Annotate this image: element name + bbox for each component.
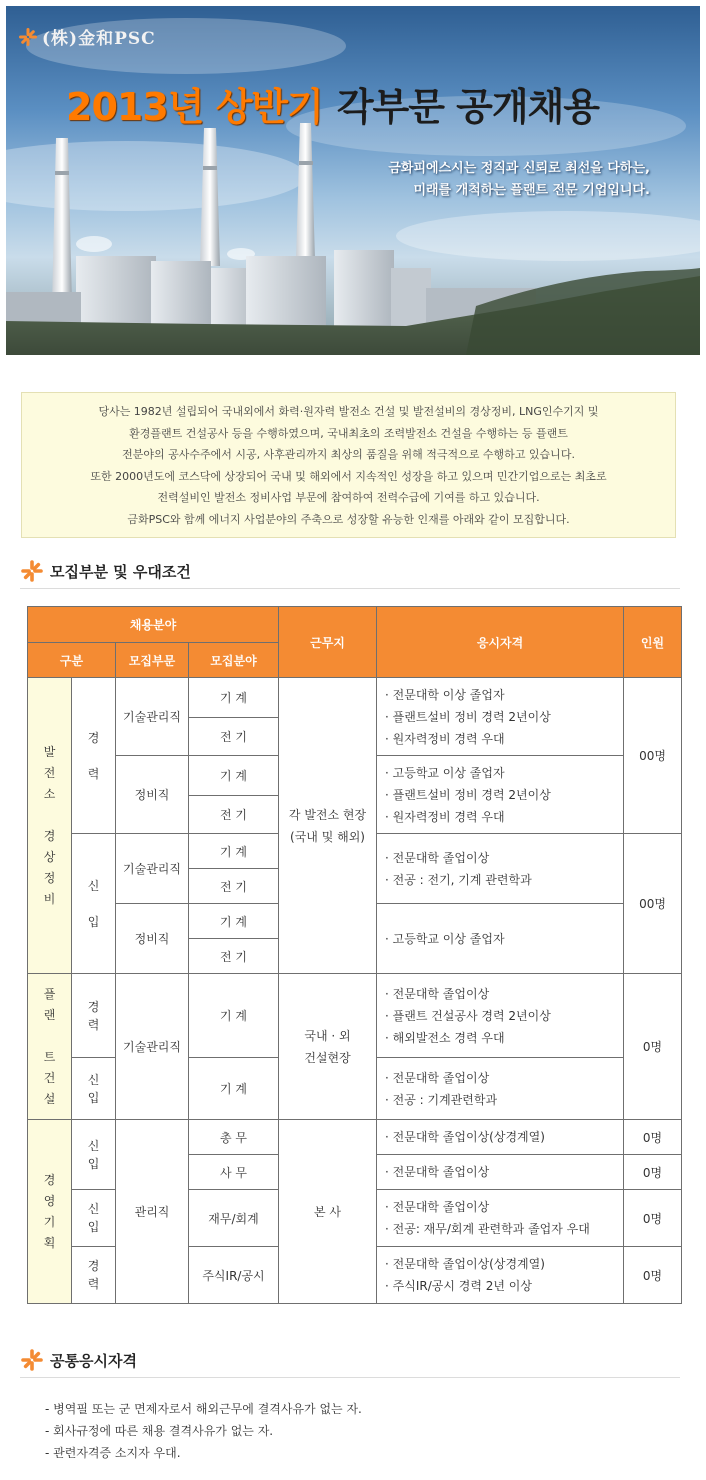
header-dept: 모집부문: [116, 643, 189, 678]
count-cell: 00명: [624, 678, 682, 834]
asterisk-logo-icon: [18, 27, 38, 47]
count-cell: 0명: [624, 1190, 682, 1247]
area-cell: 기 계: [189, 974, 279, 1058]
qualification-cell: · 고등학교 이상 졸업자: [377, 904, 624, 974]
intro-line: 전분야의 공사수주에서 시공, 사후관리까지 최상의 품질을 위해 적극적으로 수행하고 있습니다.: [122, 448, 575, 461]
list-item: - 회사규정에 따른 채용 결격사유가 없는 자.: [45, 1424, 274, 1438]
group-plant-construction: 플 랜 트 건 설: [28, 974, 72, 1120]
list-item: - 병역필 또는 군 면제자로서 해외근무에 결격사유가 없는 자.: [45, 1402, 362, 1416]
section-title: 모집부분 및 우대조건: [50, 562, 191, 581]
intro-line: 또한 2000년도에 코스닥에 상장되어 국내 및 해외에서 지속적인 성장을 하고 있으며 민간기업으로는 최초로: [90, 469, 607, 483]
area-cell: 전 기: [189, 796, 279, 834]
dept-cell: 기술관리직: [116, 678, 189, 756]
qualification-cell: · 전문대학 졸업이상 · 전공: 재무/회계 관련학과 졸업자 우대: [377, 1190, 624, 1247]
hero-banner: [6, 6, 700, 355]
intro-line: 당사는 1982년 설립되어 국내외에서 화력·원자력 발전소 건설 및 발전설비의 경상정비, LNG인수기지 및: [98, 405, 599, 418]
location-cell: 국내 · 외 건설현장: [279, 974, 377, 1120]
qualification-cell: · 전문대학 이상 졸업자 · 플랜트설비 정비 경력 2년이상 · 원자력정비 경력 우대: [377, 678, 624, 756]
subtitle-line: 금화피에스시는 정직과 신뢰로 최선을 다하는,: [388, 161, 650, 176]
header-category: 구분: [28, 643, 116, 678]
career-label: 경 력: [72, 678, 116, 834]
dept-cell: 기술관리직: [116, 974, 189, 1120]
qualification-cell: · 전문대학 졸업이상(상경계열) · 주식IR/공시 경력 2년 이상: [377, 1247, 624, 1304]
company-logo: [18, 24, 156, 49]
intro-line: 금화PSC와 함께 에너지 사업분야의 주축으로 성장할 유능한 인재를 아래와 같이 모집합니다.: [127, 512, 570, 526]
dept-cell: 정비직: [116, 756, 189, 834]
company-intro-box: [21, 392, 676, 538]
section-divider: [20, 1377, 680, 1378]
area-cell: 기 계: [189, 834, 279, 869]
qualification-cell: · 전문대학 졸업이상 · 플랜트 건설공사 경력 2년이상 · 해외발전소 경력 우대: [377, 974, 624, 1058]
count-cell: 0명: [624, 974, 682, 1120]
area-cell: 전 기: [189, 718, 279, 756]
area-cell: 총 무: [189, 1120, 279, 1155]
newhire-label: 신 입: [72, 1120, 116, 1190]
location-cell: 각 발전소 현장 (국내 및 해외): [279, 678, 377, 974]
area-cell: 전 기: [189, 869, 279, 904]
area-cell: 사 무: [189, 1155, 279, 1190]
group-management-planning: 경 영 기 획: [28, 1120, 72, 1304]
section-heading-positions: [20, 559, 191, 583]
area-cell: 주식IR/공시: [189, 1247, 279, 1304]
asterisk-logo-icon: [20, 559, 44, 583]
title-rest: 각부문 공개채용: [336, 85, 600, 129]
count-cell: 0명: [624, 1120, 682, 1155]
qualification-cell: · 전문대학 졸업이상: [377, 1155, 624, 1190]
recruitment-table: [27, 606, 682, 1304]
dept-cell: 정비직: [116, 904, 189, 974]
career-label: 경 력: [72, 974, 116, 1058]
section-heading-common: [20, 1348, 137, 1372]
common-requirements-list: [45, 1398, 362, 1464]
title-highlight: 2013년 상반기: [66, 85, 323, 129]
header-area: 모집분야: [189, 643, 279, 678]
logo-text: (株)金和PSC: [42, 29, 156, 49]
area-cell: 기 계: [189, 756, 279, 796]
count-cell: 00명: [624, 834, 682, 974]
intro-line: 환경플랜트 건설공사 등을 수행하였으며, 국내최초의 조력발전소 건설을 수행하는 등 플랜트: [129, 426, 568, 440]
newhire-label: 신 입: [72, 834, 116, 974]
location-cell: 본 사: [279, 1120, 377, 1304]
count-cell: 0명: [624, 1247, 682, 1304]
intro-line: 전력설비인 발전소 정비사업 부문에 참여하여 전력수급에 기여를 하고 있습니다.: [157, 491, 540, 504]
career-label: 경 력: [72, 1247, 116, 1304]
header-location: 근무지: [279, 607, 377, 678]
qualification-cell: · 고등학교 이상 졸업자 · 플랜트설비 정비 경력 2년이상 · 원자력정비 경력 우대: [377, 756, 624, 834]
area-cell: 기 계: [189, 1058, 279, 1120]
header-qualification: 응시자격: [377, 607, 624, 678]
newhire-label: 신 입: [72, 1058, 116, 1120]
area-cell: 전 기: [189, 939, 279, 974]
area-cell: 기 계: [189, 904, 279, 939]
subtitle-line: 미래를 개척하는 플랜트 전문 기업입니다.: [413, 183, 650, 198]
newhire-label: 신 입: [72, 1190, 116, 1247]
qualification-cell: · 전문대학 졸업이상 · 전공 : 기계관련학과: [377, 1058, 624, 1120]
qualification-cell: · 전문대학 졸업이상(상경계열): [377, 1120, 624, 1155]
asterisk-logo-icon: [20, 1348, 44, 1372]
qualification-cell: · 전문대학 졸업이상 · 전공 : 전기, 기계 관련학과: [377, 834, 624, 904]
header-field: 채용분야: [28, 607, 279, 643]
dept-cell: 기술관리직: [116, 834, 189, 904]
list-item: - 관련자격증 소지자 우대.: [45, 1446, 181, 1460]
hero-subtitle: [388, 158, 650, 202]
page-title: [66, 76, 599, 131]
header-count: 인원: [624, 607, 682, 678]
area-cell: 재무/회계: [189, 1190, 279, 1247]
section-title: 공통응시자격: [50, 1351, 137, 1370]
group-power-maintenance: 발 전 소 경 상 정 비: [28, 678, 72, 974]
count-cell: 0명: [624, 1155, 682, 1190]
dept-cell: 관리직: [116, 1120, 189, 1304]
section-divider: [20, 588, 680, 589]
area-cell: 기 계: [189, 678, 279, 718]
